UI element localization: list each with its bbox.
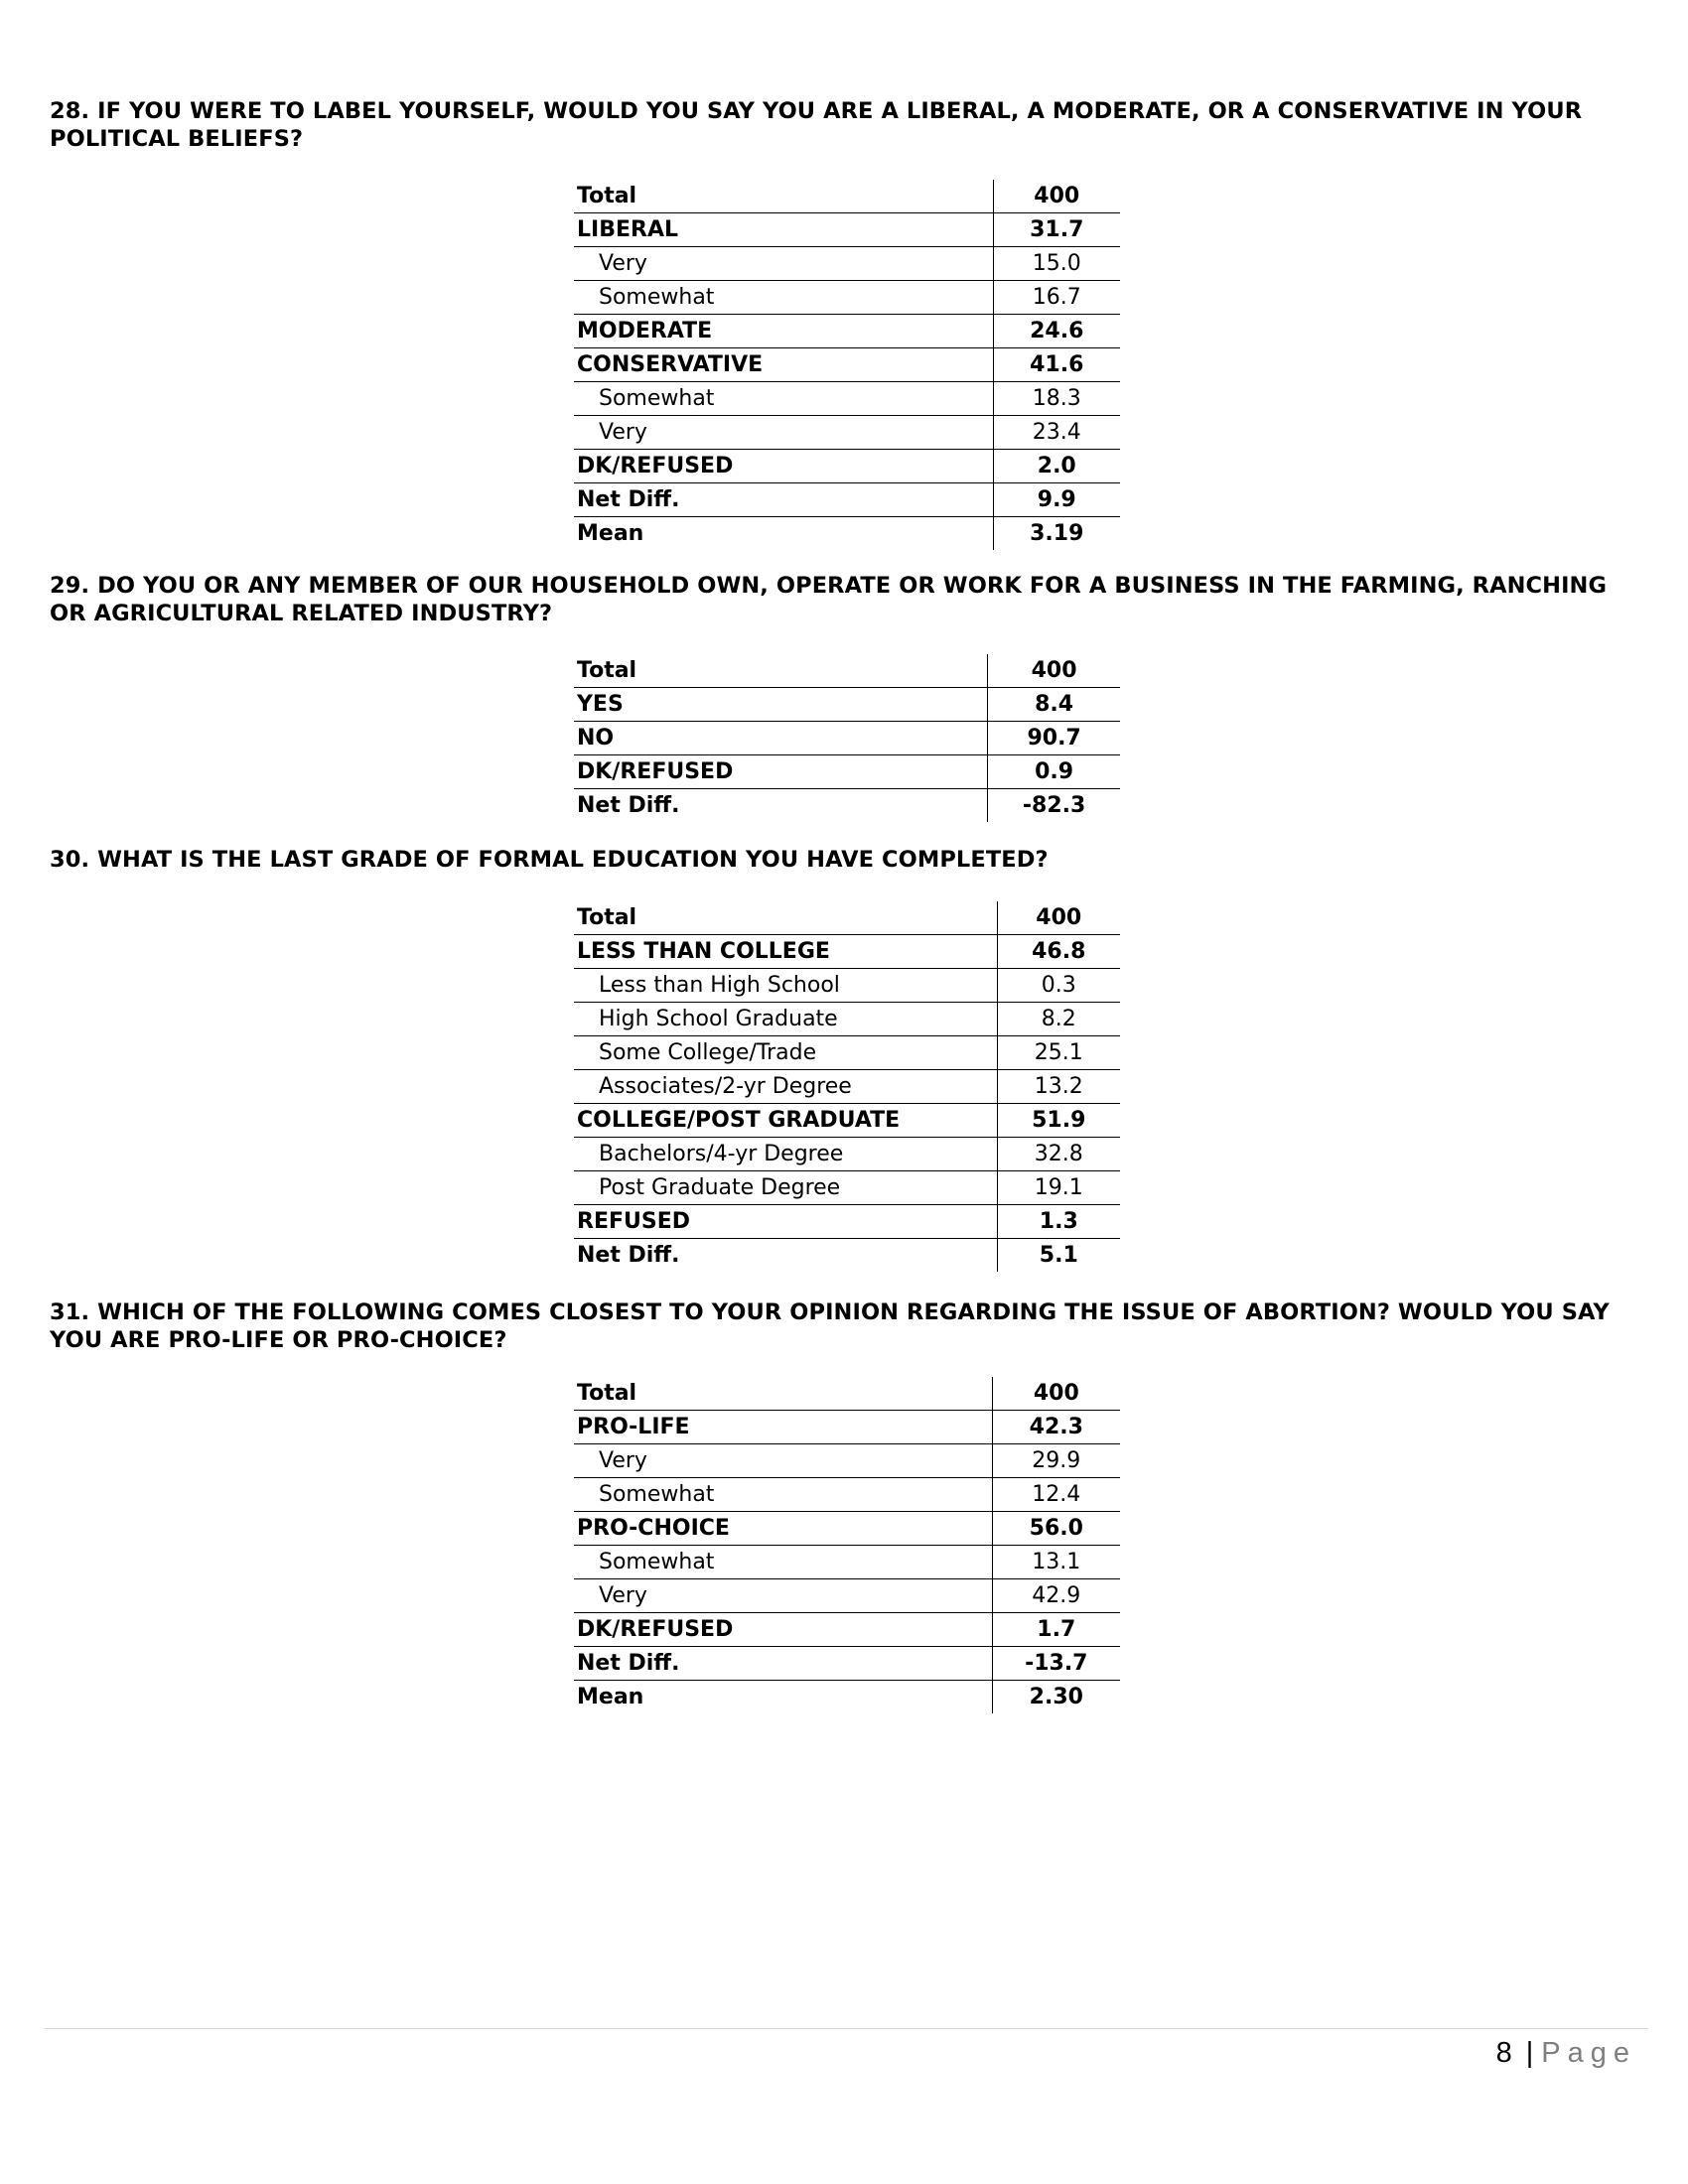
row-value: 0.3 [997,969,1120,1003]
table-row [574,1377,1120,1411]
row-label: Somewhat [574,281,993,315]
table-row [574,1512,1120,1546]
row-label: DK/REFUSED [574,755,988,789]
row-value: 5.1 [997,1239,1120,1273]
row-label: Net Diff. [577,792,680,818]
question-30-table [574,901,1120,1272]
row-label: NO [574,722,988,755]
row-label: Total [574,1377,992,1411]
row-label: Very [574,1444,992,1478]
row-value: 23.4 [993,416,1120,450]
question-28-table [574,180,1120,550]
row-value: 15.0 [993,247,1120,281]
question-28-table-body [574,180,1120,550]
table-row [574,1647,1120,1681]
table-row [574,416,1120,450]
question-30-text: 30. WHAT IS THE LAST GRADE OF FORMAL EDUCATION YOU HAVE COMPLETED? [50,847,1049,873]
table-row [574,1104,1120,1138]
row-value: 42.9 [992,1579,1120,1613]
table-row [574,755,1120,789]
row-label: LESS THAN COLLEGE [574,935,997,969]
table-row [574,1205,1120,1239]
table-row [574,213,1120,247]
row-value: 12.4 [992,1478,1120,1512]
row-label: Net Diff. [577,1242,680,1268]
row-value: -82.3 [988,789,1120,823]
row-value: 400 [988,654,1120,688]
row-label: Very [574,247,993,281]
row-value: 400 [993,180,1120,213]
row-value: 42.3 [992,1411,1120,1444]
table-row [574,1138,1120,1171]
row-value: 9.9 [993,483,1120,517]
row-label: Very [574,1579,992,1613]
table-row [574,935,1120,969]
table-row [574,688,1120,722]
question-31-table-body [574,1377,1120,1713]
table-row [574,722,1120,755]
page-number: 8 [1495,2037,1512,2069]
table-row [574,1613,1120,1647]
row-value: 41.6 [993,348,1120,382]
table-row [574,1546,1120,1579]
row-value: 46.8 [997,935,1120,969]
row-label: COLLEGE/POST GRADUATE [574,1104,997,1138]
question-31-text: 31. WHICH OF THE FOLLOWING COMES CLOSEST TO YOUR OPINION REGARDING THE ISSUE OF ABORTION? WOULD YOU SAY YOU ARE PRO-LIFE OR PRO-CHOICE? [50,1299,1610,1353]
row-value: 16.7 [993,281,1120,315]
page-label: Page [1541,2037,1636,2069]
row-label: Somewhat [574,382,993,416]
row-label: Total [574,654,988,688]
row-value: 56.0 [992,1512,1120,1546]
row-value: 24.6 [993,315,1120,348]
table-row [574,517,1120,551]
footer-separator: | [1525,2037,1534,2069]
table-row [574,969,1120,1003]
table-row [574,901,1120,935]
row-value: 13.2 [997,1070,1120,1104]
row-label: Total [574,180,993,213]
row-label: CONSERVATIVE [574,348,993,382]
table-row [574,247,1120,281]
table-row [574,654,1120,688]
row-value: 51.9 [997,1104,1120,1138]
row-value: 400 [997,901,1120,935]
row-label: DK/REFUSED [574,1613,992,1647]
row-label: Total [574,901,997,935]
table-row [574,382,1120,416]
question-29-table [574,654,1120,822]
row-value: 8.4 [988,688,1120,722]
row-label: MODERATE [574,315,993,348]
table-row [574,348,1120,382]
table-row [574,1239,1120,1273]
row-value: 400 [992,1377,1120,1411]
row-value: 90.7 [988,722,1120,755]
row-label: YES [574,688,988,722]
row-value: 2.0 [993,450,1120,483]
row-label: Associates/2-yr Degree [574,1070,997,1104]
row-label: Bachelors/4-yr Degree [574,1138,997,1171]
row-value: 2.30 [992,1681,1120,1714]
row-label: Very [574,416,993,450]
table-row [574,1444,1120,1478]
row-label: Somewhat [574,1478,992,1512]
table-row [574,1478,1120,1512]
row-value: 1.7 [992,1613,1120,1647]
footer-divider [45,2028,1648,2029]
table-row [574,1579,1120,1613]
row-label: Net Diff. [574,483,993,517]
question-29-table-body [574,654,1120,822]
row-label: Less than High School [574,969,997,1003]
row-value: 19.1 [997,1171,1120,1205]
row-label: DK/REFUSED [574,450,993,483]
table-row [574,1681,1120,1714]
table-row [574,1003,1120,1036]
table-row [574,789,1120,823]
row-value: 8.2 [997,1003,1120,1036]
row-value: 3.19 [993,517,1120,551]
row-label: PRO-CHOICE [574,1512,992,1546]
row-value: -13.7 [992,1647,1120,1681]
question-28-text: 28. IF YOU WERE TO LABEL YOURSELF, WOULD YOU SAY YOU ARE A LIBERAL, A MODERATE, OR A CONSERVATIVE IN YOUR POLITICAL BELIEFS? [50,98,1583,152]
row-value: 13.1 [992,1546,1120,1579]
row-value: 0.9 [988,755,1120,789]
row-label: Mean [577,1684,644,1709]
row-label: Post Graduate Degree [574,1171,997,1205]
row-value: 18.3 [993,382,1120,416]
row-label: Mean [577,520,644,546]
table-row [574,281,1120,315]
row-label: Somewhat [574,1546,992,1579]
table-row [574,1036,1120,1070]
table-row [574,450,1120,483]
row-value: 29.9 [992,1444,1120,1478]
table-row [574,315,1120,348]
row-label: Net Diff. [574,1647,992,1681]
question-29-text: 29. DO YOU OR ANY MEMBER OF OUR HOUSEHOLD OWN, OPERATE OR WORK FOR A BUSINESS IN THE FARMING, RANCHING OR AGRICULTURAL RELATED INDUSTRY? [50,573,1608,626]
row-label: LIBERAL [574,213,993,247]
question-30-table-body [574,901,1120,1272]
row-value: 1.3 [997,1205,1120,1239]
row-label: REFUSED [574,1205,997,1239]
row-value: 32.8 [997,1138,1120,1171]
table-row [574,1070,1120,1104]
table-row [574,1411,1120,1444]
table-row [574,180,1120,213]
table-row [574,1171,1120,1205]
row-label: Some College/Trade [574,1036,997,1070]
row-label: High School Graduate [574,1003,997,1036]
row-value: 25.1 [997,1036,1120,1070]
row-value: 31.7 [993,213,1120,247]
page-footer [1496,2037,1636,2070]
row-label: PRO-LIFE [574,1411,992,1444]
question-31-table [574,1377,1120,1713]
table-row [574,483,1120,517]
